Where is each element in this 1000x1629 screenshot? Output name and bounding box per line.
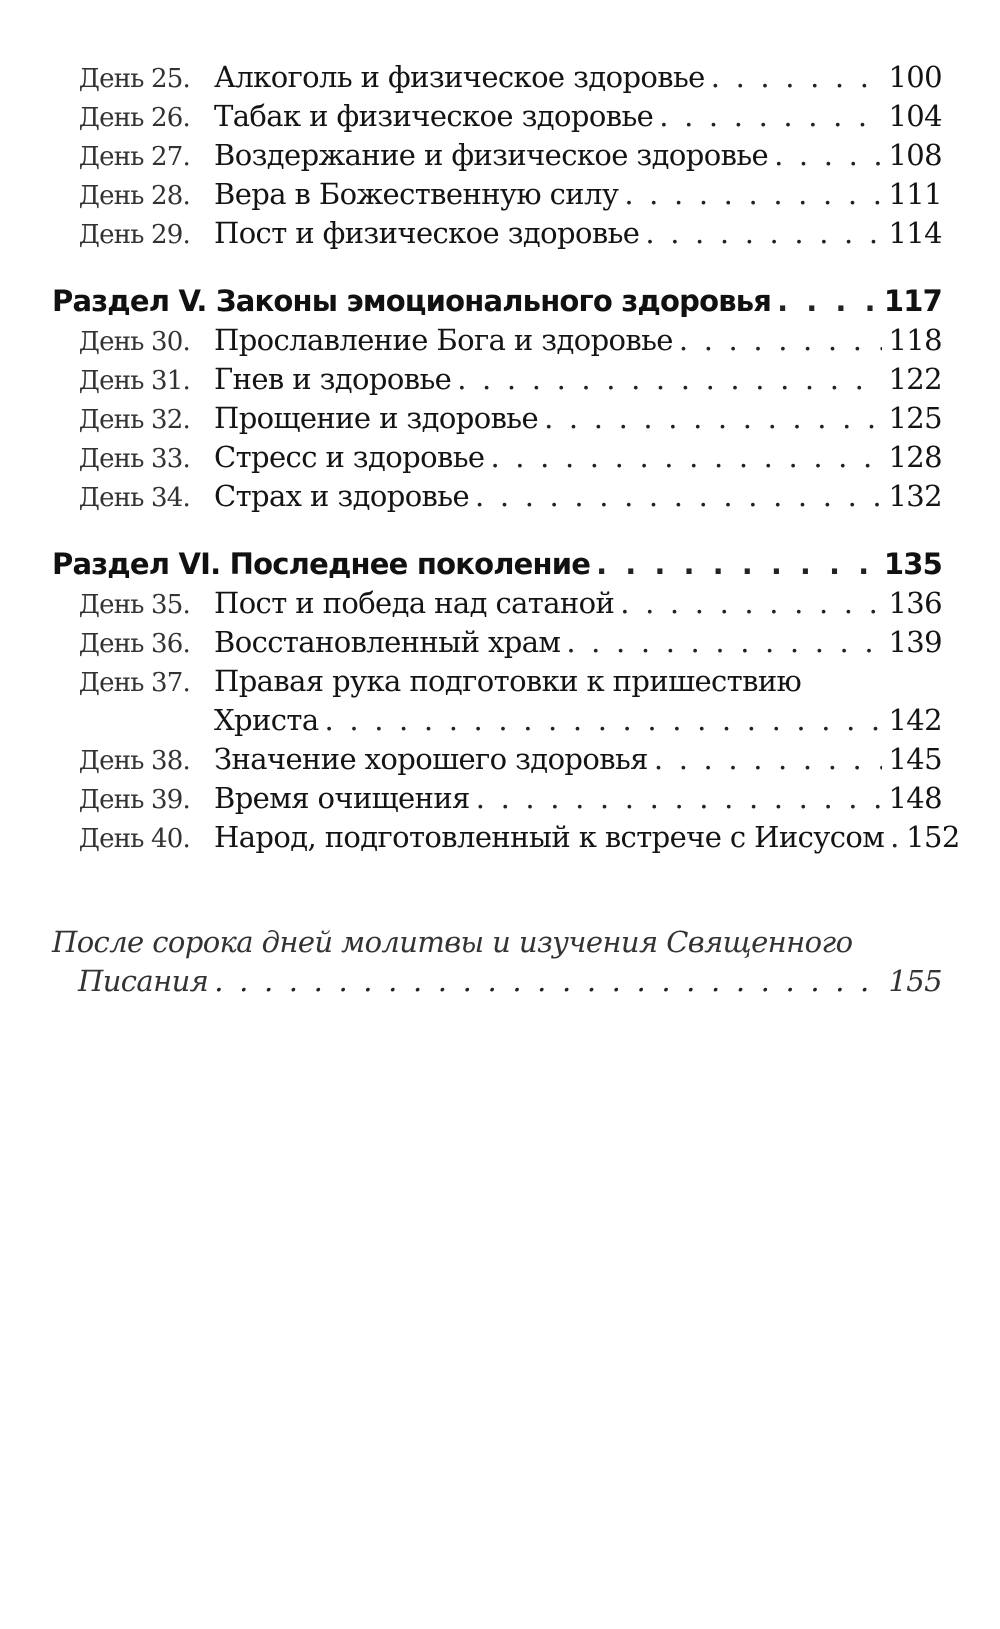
entry-title: Страх и здоровье [214,479,470,513]
entry-page-number: 132 [888,479,942,513]
entry-page-number: 136 [888,586,942,620]
day-label: День 28. [78,181,190,211]
afterword-title-line2-row [52,962,942,1001]
day-label: День 29. [78,220,190,250]
entry-page-number: 118 [888,323,942,357]
leader-dots [544,399,882,438]
toc-entry[interactable] [52,175,942,214]
leader-dots [214,962,882,1001]
leader-dots [890,818,900,857]
leader-dots [777,281,878,321]
leader-dots [566,623,882,662]
day-label: День 30. [78,327,190,357]
day-label: День 32. [78,405,190,435]
toc-entry[interactable] [52,477,942,516]
leader-dots [679,321,883,360]
leader-dots [624,175,882,214]
day-label: День 38. [78,746,190,776]
entry-title: Время очищения [214,781,470,815]
entry-title: Пост и победа над сатаной [214,586,615,620]
section-title: Раздел VI. Последнее поколение [52,547,591,581]
toc-entry[interactable] [52,399,942,438]
leader-dots [654,740,883,779]
day-label: День 34. [78,483,190,513]
leader-dots [620,584,882,623]
entry-title: Прощение и здоровье [214,401,539,435]
afterword-page-number: 155 [888,964,942,998]
afterword-title-line1: После сорока дней молитвы и изучения Священного [52,925,853,959]
entry-title: Прославление Бога и здоровье [214,323,673,357]
section-heading[interactable] [52,544,942,584]
afterword-title-line2: Писания [78,964,209,998]
entry-page-number: 125 [888,401,942,435]
toc-entry-continuation[interactable] [52,701,942,740]
entry-page-number: 122 [888,362,942,396]
entry-page-number: 142 [888,703,942,737]
entry-page-number: 100 [888,60,942,94]
day-label: День 26. [78,103,190,133]
section-spacer [52,516,942,544]
toc-entry[interactable] [52,360,942,399]
afterword-entry[interactable] [52,923,942,1001]
entry-title: Гнев и здоровье [214,362,452,396]
toc-entry[interactable] [52,662,942,701]
leader-dots [659,97,882,136]
toc-entry[interactable] [52,136,942,175]
entry-page-number: 128 [888,440,942,474]
toc-entry[interactable] [52,779,942,818]
toc-entry[interactable] [52,438,942,477]
toc-entry[interactable] [52,740,942,779]
leader-dots [711,58,883,97]
day-label: День 31. [78,366,190,396]
day-label: День 27. [78,142,190,172]
entry-title: Правая рука подготовки к пришествию [214,664,802,698]
leader-dots [457,360,882,399]
day-label: День 33. [78,444,190,474]
entry-title: Восстановленный храм [214,625,561,659]
entry-title: Значение хорошего здоровья [214,742,648,776]
leader-dots [490,438,882,477]
table-of-contents [52,58,960,1001]
entry-title: Воздержание и физическое здоровье [214,138,769,172]
section-title: Раздел V. Законы эмоционального здоровья [52,284,772,318]
day-label: День 37. [78,668,190,698]
section-page-number: 135 [883,547,942,581]
day-label: День 36. [78,629,190,659]
toc-entry[interactable] [52,584,942,623]
day-label: День 25. [78,64,190,94]
leader-dots [476,779,883,818]
section-page-number: 117 [883,284,942,318]
leader-dots [325,701,883,740]
entry-page-number: 145 [888,742,942,776]
leader-dots [596,544,878,584]
entry-title: Алкоголь и физическое здоровье [214,60,705,94]
entry-page-number: 139 [888,625,942,659]
entry-page-number: 152 [906,820,960,854]
entry-page-number: 104 [888,99,942,133]
section-spacer [52,253,942,281]
entry-title: Табак и физическое здоровье [214,99,654,133]
leader-dots [774,136,882,175]
toc-entry[interactable] [52,623,942,662]
leader-dots [645,214,882,253]
toc-entry[interactable] [52,214,942,253]
afterword-spacer [52,857,942,923]
entry-page-number: 114 [888,216,942,250]
day-label: День 39. [78,785,190,815]
entry-page-number: 148 [888,781,942,815]
section-heading[interactable] [52,281,942,321]
entry-title: Народ, подготовленный к встрече с Иисусом [214,820,885,854]
entry-title-continued: Христа [214,703,319,737]
entry-page-number: 111 [888,177,942,211]
entry-title: Вера в Божественную силу [214,177,619,211]
toc-entry[interactable] [52,321,942,360]
day-label: День 40. [78,824,190,854]
entry-title: Стресс и здоровье [214,440,485,474]
toc-entry[interactable] [52,818,960,857]
day-label: День 35. [78,590,190,620]
entry-title: Пост и физическое здоровье [214,216,640,250]
toc-entry[interactable] [52,58,942,97]
leader-dots [475,477,882,516]
entry-page-number: 108 [888,138,942,172]
toc-entry[interactable] [52,97,942,136]
